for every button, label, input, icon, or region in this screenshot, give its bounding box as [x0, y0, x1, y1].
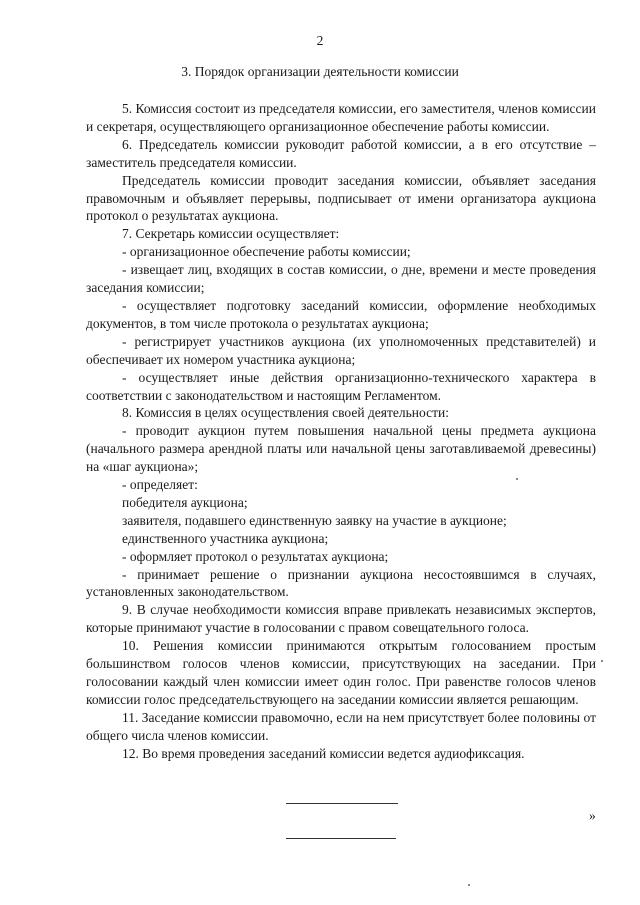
paragraph-5: 5. Комиссия состоит из председателя комиссии, его заместителя, членов комиссии и секретаря, осуществляющего организационное обеспечение работы комиссии. — [86, 101, 596, 134]
paragraph-12: 12. Во время проведения заседаний комиссии ведется аудиофиксация. — [122, 745, 525, 761]
list-item-secretary-3: - осуществляет подготовку заседаний комиссии, оформление необходимых документов, в том числе протокола о результатах аукциона; — [86, 297, 596, 331]
list-item-secretary-4: - регистрирует участников аукциона (их уполномоченных представителей) и обеспечивает их номером участника аукциона; — [86, 333, 596, 367]
scan-speck — [601, 660, 603, 662]
list-item-secretary-5: - осуществляет иные действия организационно-технического характера в соответствии с законодательством и настоящим Регламентом. — [86, 369, 596, 403]
list-item-secretary-1: - организационное обеспечение работы комиссии; — [122, 244, 411, 260]
separator-line — [286, 838, 396, 839]
scan-speck — [516, 478, 518, 480]
list-item-commission-3: - оформляет протокол о результатах аукциона; — [122, 548, 389, 564]
list-item-commission-1: - проводит аукцион путем повышения начальной цены предмета аукциона (начального размера арендной платы или начальной цены заготавливаемой древесины) на «шаг аукциона»; — [86, 423, 596, 475]
closing-quote-mark: » — [589, 808, 596, 823]
list-item-commission-2: - определяет: — [122, 477, 198, 493]
list-item-commission-4: - принимает решение о признании аукциона несостоявшимся в случаях, установленных законодательством. — [86, 566, 596, 600]
scan-speck — [468, 884, 470, 886]
paragraph-6: 6. Председатель комиссии руководит работой комиссии, а в его отсутствие – заместитель председателя комиссии. — [86, 136, 596, 170]
separator-line — [286, 803, 398, 804]
list-item-determine-3: единственного участника аукциона; — [122, 530, 329, 546]
paragraph-chair-duties: Председатель комиссии проводит заседания комиссии, объявляет заседания правомочным и объявляет перерывы, подписывает от имени организатора аукциона протокол о результатах аукциона. — [86, 172, 596, 224]
document-body — [86, 100, 596, 763]
page-number: 2 — [316, 33, 324, 48]
list-item-determine-1: победителя аукциона; — [122, 494, 248, 510]
paragraph-10: 10. Решения комиссии принимаются открытым голосованием простым большинством голосов членов комиссии, присутствующих на заседании. При голосовании каждый член комиссии имеет один голос. При равенстве голосов членов комиссии голос председательствующего на заседании комиссии является решающим. — [86, 638, 596, 707]
section-title: 3. Порядок организации деятельности комиссии — [181, 64, 459, 79]
paragraph-9: 9. В случае необходимости комиссия вправе привлекать независимых экспертов, которые принимают участие в голосовании с правом совещательного голоса. — [86, 602, 596, 636]
paragraph-8: 8. Комиссия в целях осуществления своей деятельности: — [122, 405, 449, 421]
list-item-determine-2: заявителя, подавшего единственную заявку на участие в аукционе; — [122, 512, 507, 528]
paragraph-7: 7. Секретарь комиссии осуществляет: — [122, 226, 340, 242]
list-item-secretary-2: - извещает лиц, входящих в состав комиссии, о дне, времени и месте проведения заседания комиссии; — [86, 262, 596, 296]
paragraph-11: 11. Заседание комиссии правомочно, если на нем присутствует более половины от общего числа членов комиссии. — [86, 709, 596, 743]
